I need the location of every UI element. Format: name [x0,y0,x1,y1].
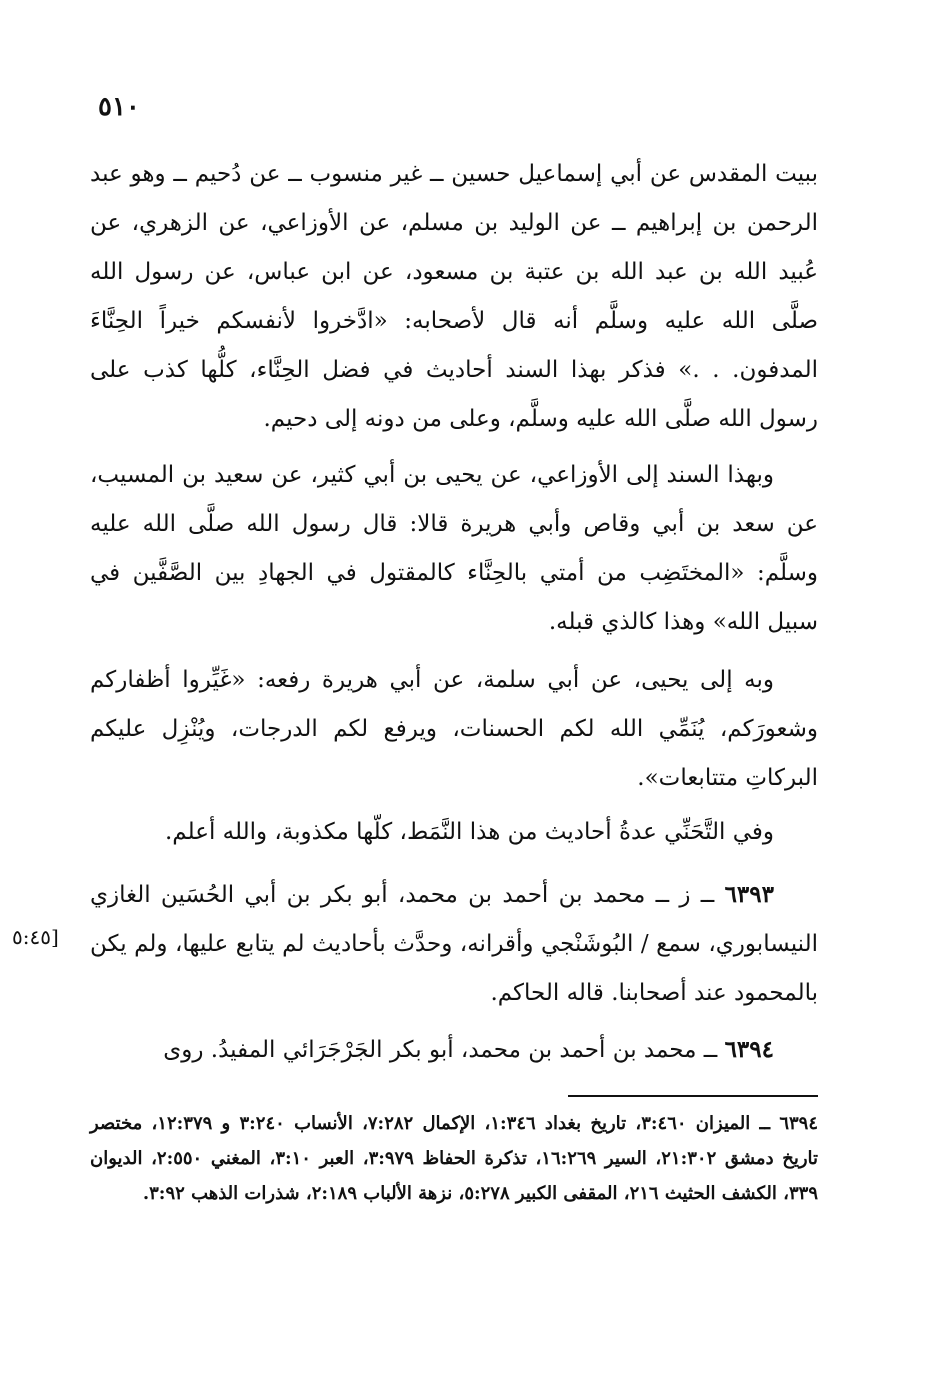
paragraph-hadith-henna [90,150,818,444]
footnote-sources: ٦٣٩٤ ــ الميزان ٣:٤٦٠، تاريخ بغداد ١:٣٤٦، الإكمال ٧:٢٨٢، الأنساب ٣:٢٤٠ و ١٢:٣٧٩، مختصر تاريخ دمشق ٢١:٣٠٢، السير ١٦:٢٦٩، تذكرة الحفاظ ٣:٩٧٩، العبر ٣:١٠، المغني ٢:٥٥٠، الديوان ٣٣٩، الكشف الحثيث ٢١٦، المقفى الكبير ٥:٢٧٨، نزهة الألباب ٢:١٨٩، شذرات الذهب ٣:٩٢. [90,1113,819,1204]
paragraph-ghayyiru [90,656,818,803]
entry-number: ٦٣٩٣ [724,881,774,908]
footnote-divider [568,1095,818,1097]
paragraph-tahanni [90,808,818,857]
entry-text: ــ محمد بن أحمد بن محمد، أبو بكر الجَرْجَرَائي المفيدُ. روى [163,1037,718,1063]
entry-paragraph [90,870,818,1018]
biography-entry-6393 [90,870,818,1018]
paragraph-text: وبه إلى يحيى، عن أبي سلمة، عن أبي هريرة رفعه: «غَيِّروا أظفاركم وشعورَكم، يُنَمِّي الله لكم الحسنات، ويرفع لكم الدرجات، ويُنْزِل عليكم البركاتِ متتابعات». [90,667,818,791]
page-number: ٥١٠ [98,92,140,122]
entry-paragraph [90,1025,818,1075]
biography-entry-6394 [90,1025,818,1075]
margin-folio-note: [٥:٤٥ [12,925,59,949]
paragraph-text: ببيت المقدس عن أبي إسماعيل حسين ــ غير منسوب ــ عن دُحيم ــ وهو عبد الرحمن بن إبراهيم ــ عن الوليد بن مسلم، عن الأوزاعي، عن الزهري، عن عُبيد الله بن عبد الله بن عتبة بن مسعود، عن ابن عباس، عن رسول الله صلَّى الله عليه وسلَّم أنه قال لأصحابه: «ادَّخروا لأنفسكم خيراً الحِنَّاءَ المدفون. . .» فذكر بهذا السند أحاديث في فضل الحِنَّاء، كلُّها كذب على رسول الله صلَّى الله عليه وسلَّم، وعلى من دونه إلى دحيم. [90,161,818,432]
paragraph-mukhtadib [90,451,818,647]
paragraph-text: وبهذا السند إلى الأوزاعي، عن يحيى بن أبي كثير، عن سعيد بن المسيب، عن سعد بن أبي وقاص وأبي هريرة قالا: قال رسول الله صلَّى الله عليه وسلَّم: «المختَضِب من أمتي بالحِنَّاء كالمقتول في الجهادِ بين الصَّفَّين في سبيل الله» وهذا كالذي قبله. [90,462,818,635]
entry-number: ٦٣٩٤ [724,1036,774,1063]
entry-text: ــ ز ــ محمد بن أحمد بن محمد، أبو بكر بن أبي الحُسَين الغازي النيسابوري، سمع / البُوشَنْجي وأقرانه، وحدَّث بأحاديث لم يتابع عليها، ولم يكن بالمحمود عند أصحابنا. قاله الحاكم. [90,882,818,1006]
paragraph-text: وفي التَّحَنِّي عدةُ أحاديث من هذا النَّمَط، كلّها مكذوبة، والله أعلم. [164,819,774,845]
